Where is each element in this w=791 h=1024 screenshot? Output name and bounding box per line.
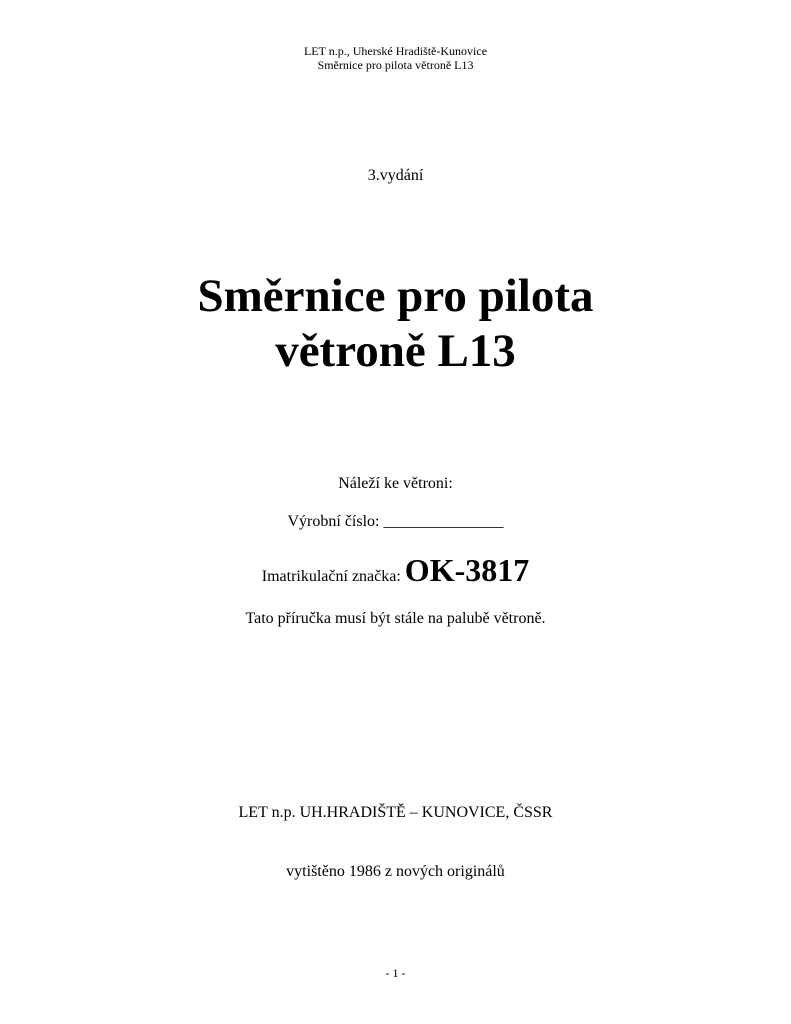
registration-label: Imatrikulační značka: bbox=[261, 568, 401, 585]
manufacturer-line: LET n.p. UH.HRADIŠTĚ – KUNOVICE, ČSSR bbox=[238, 804, 553, 821]
printed-note: vytištěno 1986 z nových originálů bbox=[286, 863, 505, 880]
serial-number-blank: _______________ bbox=[383, 513, 504, 530]
belongs-to-label: Náleží ke větroni: bbox=[338, 475, 453, 492]
serial-number-label: Výrobní číslo: bbox=[287, 513, 380, 530]
header-company: LET n.p., Uherské Hradiště-Kunovice bbox=[303, 44, 488, 58]
page-number: - 1 - bbox=[385, 966, 406, 980]
onboard-notice: Tato příručka musí být stále na palubě větroně. bbox=[245, 610, 546, 627]
registration-value: OK-3817 bbox=[404, 552, 530, 588]
edition-label: 3.vydání bbox=[367, 167, 424, 184]
page-title-line2: větroně L13 bbox=[275, 325, 516, 377]
registration-row bbox=[0, 552, 791, 595]
page-title-line1: Směrnice pro pilota bbox=[197, 270, 594, 322]
header-document-title: Směrnice pro pilota větroně L13 bbox=[317, 58, 474, 72]
serial-number-row bbox=[0, 512, 791, 532]
